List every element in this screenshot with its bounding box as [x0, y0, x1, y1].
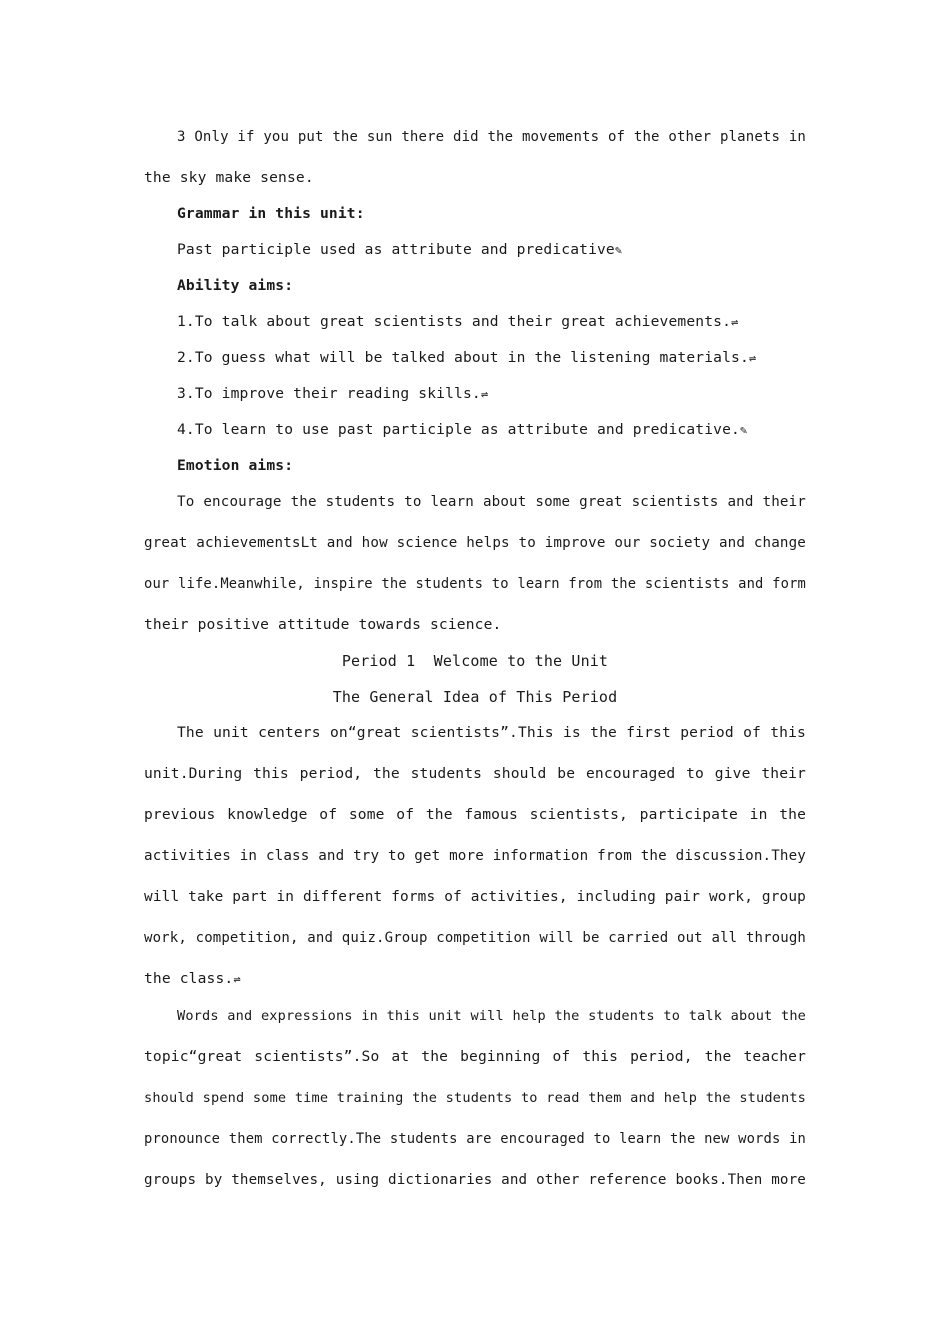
paragraph-line: great achievementsLt and how science helps to improve our society and change	[144, 535, 806, 551]
paragraph-line: groups by themselves, using dictionaries and other reference books.Then more	[144, 1172, 806, 1188]
paragraph-line: activities in class and try to get more information from the discussion.They	[144, 848, 806, 864]
emotion-heading: Emotion aims:	[177, 457, 294, 474]
editor-mark-icon: ⇌	[233, 972, 241, 986]
ability-item	[144, 384, 806, 404]
paragraph-line: our life.Meanwhile, inspire the students to learn from the scientists and form	[144, 576, 806, 592]
ability-item	[144, 348, 806, 368]
paragraph-line: topic“great scientists”.So at the beginning of this period, the teacher	[144, 1048, 806, 1065]
paragraph-line: should spend some time training the students to read them and help the students	[144, 1090, 806, 1106]
paragraph-line: 3 Only if you put the sun there did the movements of the other planets in	[177, 129, 806, 145]
paragraph-line: work, competition, and quiz.Group competition will be carried out all through	[144, 930, 806, 946]
paragraph-line: their positive attitude towards science.	[144, 616, 502, 633]
ability-item-text: 2.To guess what will be talked about in the listening materials.	[177, 349, 749, 366]
editor-mark-icon: ✎	[614, 243, 623, 257]
editor-mark-icon: ⇌	[731, 315, 739, 329]
grammar-text: Past participle used as attribute and predicative	[177, 241, 615, 258]
ability-item-text: 3.To improve their reading skills.	[177, 385, 481, 402]
period-title: Period 1 Welcome to the Unit	[341, 652, 609, 670]
paragraph-line: previous knowledge of some of the famous scientists, participate in the	[144, 806, 806, 823]
editor-mark-icon: ⇌	[748, 351, 757, 365]
paragraph-text: the class.	[144, 970, 234, 987]
ability-heading: Ability aims:	[177, 277, 294, 294]
paragraph-line: will take part in different forms of activities, including pair work, group	[144, 889, 806, 905]
editor-mark-icon: ✎	[739, 423, 748, 437]
paragraph-line: the sky make sense.	[144, 169, 314, 186]
ability-item-text: 1.To talk about great scientists and their great achievements.	[177, 313, 732, 330]
grammar-heading: Grammar in this unit:	[177, 205, 365, 222]
ability-item-text: 4.To learn to use past participle as attribute and predicative.	[177, 421, 740, 438]
paragraph-line-last	[144, 969, 806, 989]
ability-item	[144, 312, 806, 332]
editor-mark-icon: ⇌	[480, 387, 489, 401]
ability-item	[144, 420, 806, 440]
paragraph-line: The unit centers on“great scientists”.This is the first period of this	[177, 724, 806, 741]
paragraph-line: unit.During this period, the students should be encouraged to give their	[144, 765, 806, 782]
grammar-text-line	[144, 240, 806, 260]
period-subtitle: The General Idea of This Period	[332, 688, 618, 706]
paragraph-line: To encourage the students to learn about some great scientists and their	[177, 494, 806, 510]
paragraph-line: Words and expressions in this unit will help the students to talk about the	[177, 1008, 806, 1024]
paragraph-line: pronounce them correctly.The students are encouraged to learn the new words in	[144, 1131, 806, 1147]
